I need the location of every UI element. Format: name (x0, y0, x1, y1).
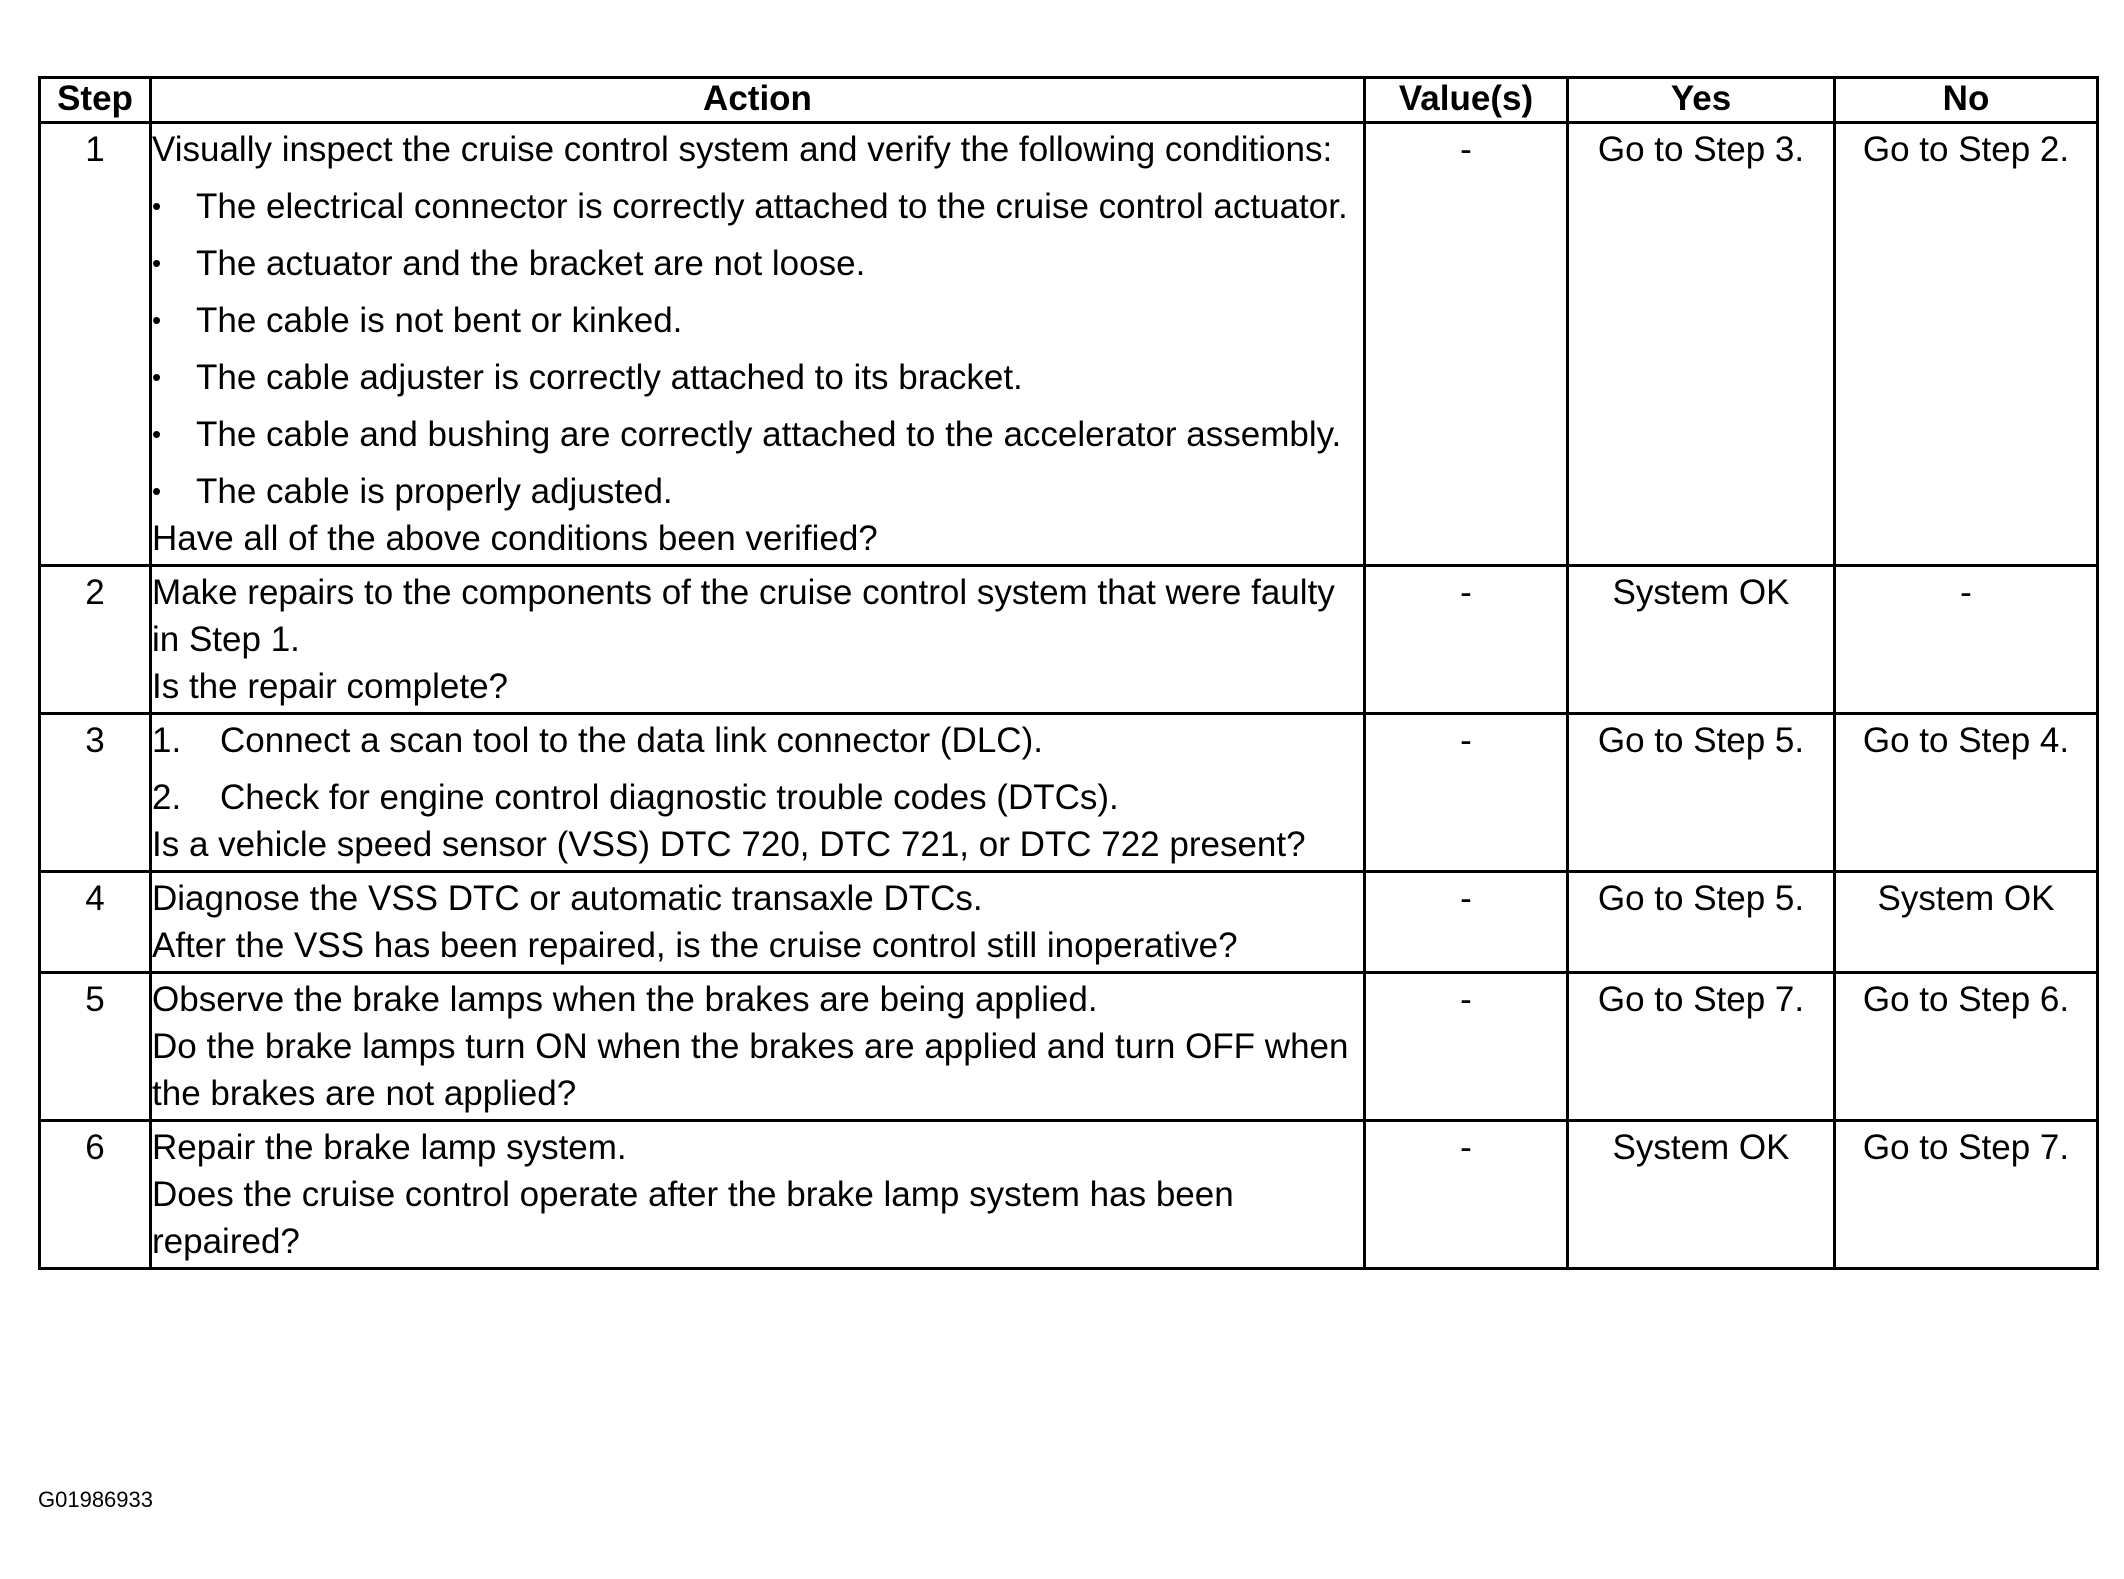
condition-list (152, 183, 1363, 515)
value-cell: - (1365, 123, 1568, 566)
bullet-icon: • (152, 476, 162, 506)
value-cell: - (1365, 1121, 1568, 1269)
table-row (40, 123, 2098, 566)
step-number: 3 (40, 714, 151, 872)
value-cell: - (1365, 872, 1568, 973)
table-row (40, 714, 2098, 872)
bullet-icon: • (152, 191, 162, 221)
list-item: • The cable and bushing are correctly attached to the accelerator assembly. (152, 411, 1363, 458)
diagnostic-table (38, 76, 2099, 1270)
table-row (40, 872, 2098, 973)
action-question: After the VSS has been repaired, is the cruise control still inoperative? (152, 926, 1238, 965)
header-step: Step (40, 78, 151, 123)
action-cell (151, 714, 1365, 872)
list-item: • The cable is not bent or kinked. (152, 297, 1363, 344)
step-number: 4 (40, 872, 151, 973)
table-row (40, 566, 2098, 714)
value-cell: - (1365, 973, 1568, 1121)
table-row (40, 973, 2098, 1121)
list-item: • The actuator and the bracket are not loose. (152, 240, 1363, 287)
bullet-icon: • (152, 362, 162, 392)
numbered-list (152, 717, 1363, 821)
list-item: 2. Check for engine control diagnostic trouble codes (DTCs). (152, 778, 1119, 817)
list-item: 1. Connect a scan tool to the data link connector (DLC). (152, 721, 1043, 760)
no-cell: Go to Step 7. (1835, 1121, 2098, 1269)
yes-cell: Go to Step 7. (1568, 973, 1835, 1121)
yes-cell: System OK (1568, 1121, 1835, 1269)
list-item: • The electrical connector is correctly attached to the cruise control actuator. (152, 183, 1363, 230)
yes-cell: Go to Step 3. (1568, 123, 1835, 566)
list-item: • The cable adjuster is correctly attached to its bracket. (152, 354, 1363, 401)
value-cell: - (1365, 714, 1568, 872)
value-cell: - (1365, 566, 1568, 714)
action-question: Does the cruise control operate after the brake lamp system has been repaired? (152, 1175, 1234, 1261)
no-cell: Go to Step 6. (1835, 973, 2098, 1121)
action-question: Is a vehicle speed sensor (VSS) DTC 720, DTC 721, or DTC 722 present? (152, 825, 1306, 864)
no-cell: Go to Step 4. (1835, 714, 2098, 872)
action-text: Diagnose the VSS DTC or automatic transaxle DTCs. (152, 879, 983, 918)
header-values: Value(s) (1365, 78, 1568, 123)
bullet-icon: • (152, 248, 162, 278)
action-cell (151, 872, 1365, 973)
action-cell (151, 1121, 1365, 1269)
action-question: Do the brake lamps turn ON when the brakes are applied and turn OFF when the brakes are not applied? (152, 1027, 1349, 1113)
action-question: Have all of the above conditions been verified? (152, 519, 878, 558)
bullet-icon: • (152, 419, 162, 449)
action-cell (151, 566, 1365, 714)
step-number: 1 (40, 123, 151, 566)
action-text: Repair the brake lamp system. (152, 1128, 627, 1167)
action-cell (151, 973, 1365, 1121)
step-number: 5 (40, 973, 151, 1121)
figure-code: G01986933 (38, 1487, 153, 1512)
action-cell (151, 123, 1365, 566)
table-row (40, 1121, 2098, 1269)
yes-cell: System OK (1568, 566, 1835, 714)
yes-cell: Go to Step 5. (1568, 872, 1835, 973)
step-number: 6 (40, 1121, 151, 1269)
header-no: No (1835, 78, 2098, 123)
header-row (40, 78, 2098, 123)
list-item: • The cable is properly adjusted. (152, 468, 1363, 515)
action-text: Make repairs to the components of the cruise control system that were faulty in Step 1. (152, 573, 1335, 659)
step-number: 2 (40, 566, 151, 714)
action-intro: Visually inspect the cruise control system and verify the following conditions: (152, 130, 1333, 169)
no-cell: System OK (1835, 872, 2098, 973)
bullet-icon: • (152, 305, 162, 335)
action-text: Observe the brake lamps when the brakes are being applied. (152, 980, 1098, 1019)
yes-cell: Go to Step 5. (1568, 714, 1835, 872)
no-cell: - (1835, 566, 2098, 714)
no-cell: Go to Step 2. (1835, 123, 2098, 566)
header-yes: Yes (1568, 78, 1835, 123)
header-action: Action (151, 78, 1365, 123)
action-question: Is the repair complete? (152, 667, 509, 706)
